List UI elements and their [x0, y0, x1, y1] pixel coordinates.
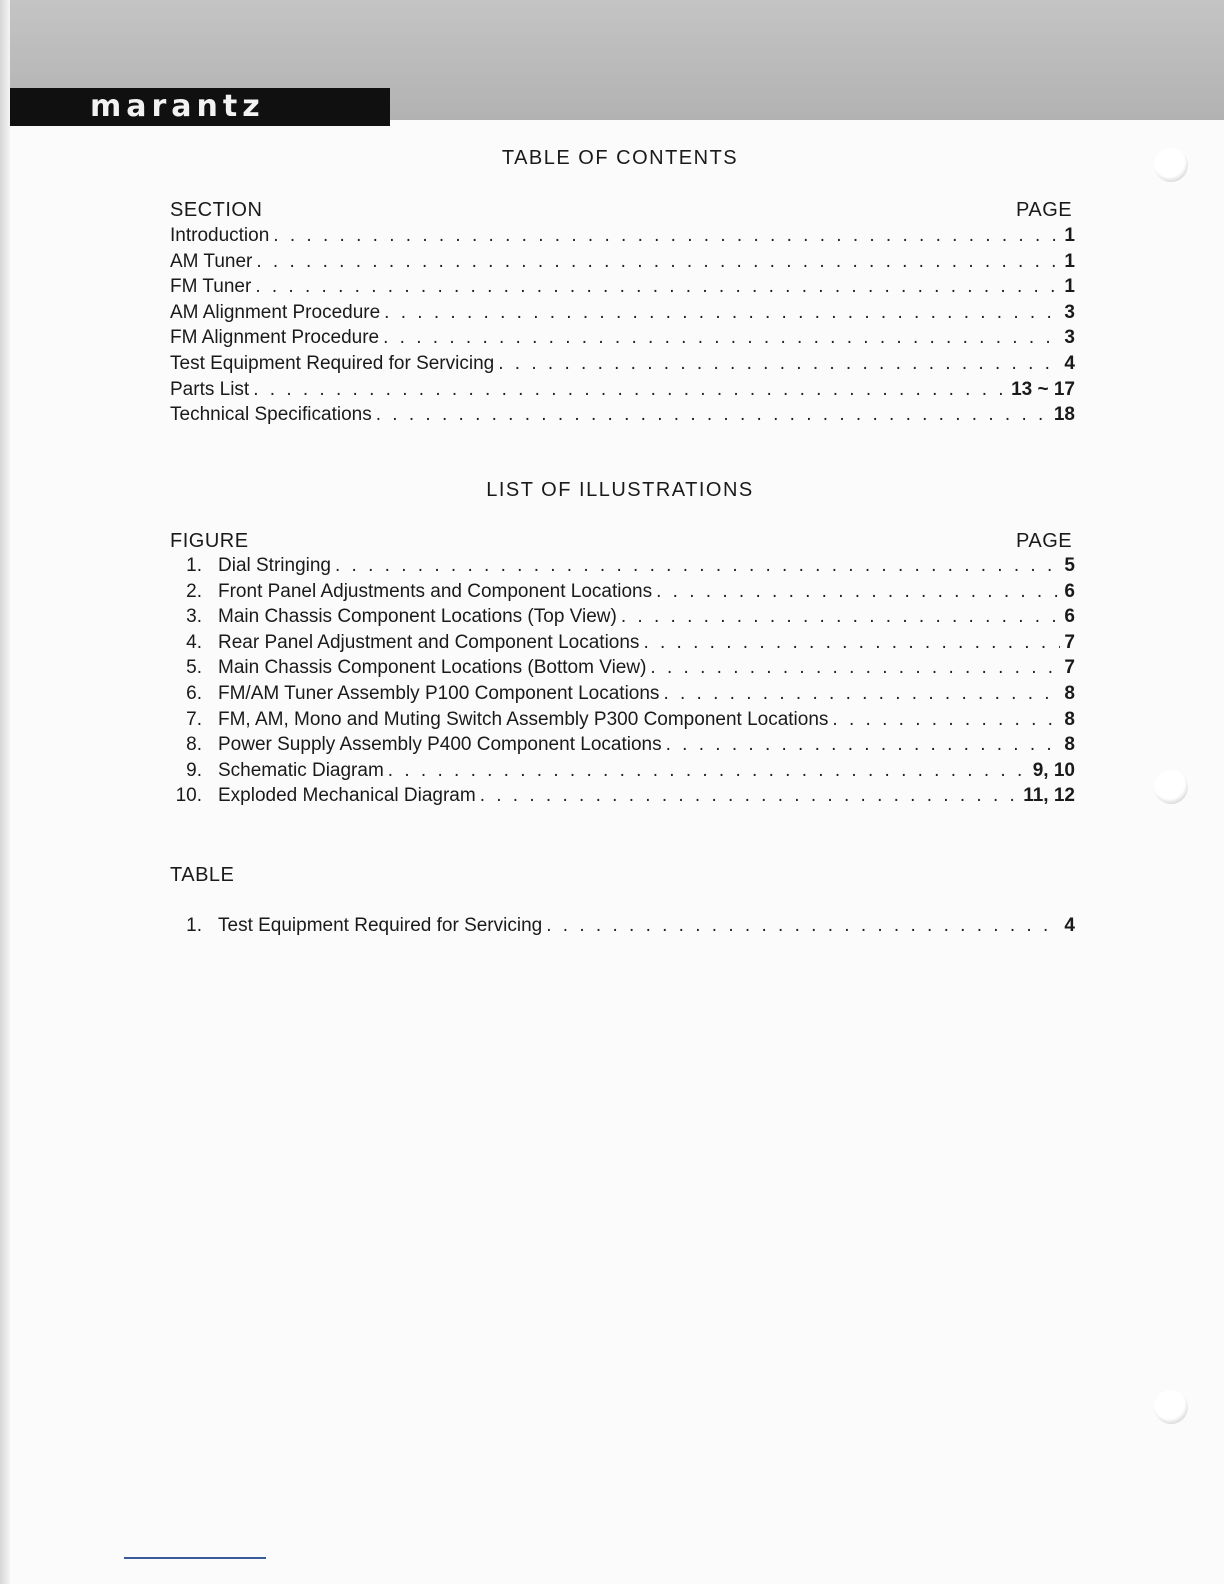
table-label-text: Test Equipment Required for Servicing — [218, 915, 543, 936]
table-page: 4 — [1064, 915, 1075, 936]
leader-dots — [498, 352, 1060, 376]
figure-label-text: Power Supply Assembly P400 Component Locations — [218, 734, 662, 756]
leader-dots — [255, 275, 1060, 299]
figure-entry[interactable] — [170, 554, 1075, 580]
toc-entry-label: Technical Specifications — [170, 404, 372, 426]
toc-entry[interactable] — [170, 224, 1075, 250]
brand-logo: marantz — [90, 89, 265, 124]
toc-entry-page: 1 — [1064, 276, 1075, 298]
illustrations-page-label: PAGE — [1016, 530, 1073, 552]
toc-entry-label: FM Alignment Procedure — [170, 327, 380, 349]
toc-entry-label: Parts List — [170, 378, 250, 400]
toc-entry-label: AM Alignment Procedure — [170, 301, 381, 323]
leader-dots — [666, 733, 1061, 757]
toc-entry[interactable] — [170, 352, 1075, 378]
figure-label-text: Rear Panel Adjustment and Component Locations — [218, 631, 640, 653]
figure-label-text: Schematic Diagram — [218, 759, 384, 781]
brand-logo-bar — [10, 88, 390, 126]
figure-number: 10. — [175, 785, 202, 807]
figure-number: 8. — [186, 734, 202, 756]
binder-hole-bottom — [1154, 1390, 1188, 1424]
table-entry[interactable] — [170, 914, 1075, 940]
figure-entry[interactable] — [170, 656, 1075, 682]
figure-page: 6 — [1064, 580, 1075, 602]
figure-label-text: Main Chassis Component Locations (Top View) — [218, 606, 617, 628]
figure-page: 7 — [1064, 657, 1075, 679]
leader-dots — [832, 708, 1060, 732]
leader-dots — [656, 580, 1060, 604]
table-section-label: TABLE — [170, 864, 235, 886]
toc-entry-page: 13 ~ 17 — [1011, 378, 1075, 400]
toc-entry-page: 4 — [1064, 352, 1075, 374]
figure-number: 3. — [186, 606, 202, 628]
toc-page-label: PAGE — [1016, 199, 1073, 221]
illustrations-title: LIST OF ILLUSTRATIONS — [486, 479, 754, 501]
figure-number: 1. — [186, 555, 202, 576]
leader-dots — [546, 914, 1060, 938]
figure-number: 9. — [186, 759, 202, 781]
figure-page: 9, 10 — [1032, 759, 1075, 781]
toc-entry[interactable] — [170, 326, 1075, 352]
toc-entry-label: Introduction — [170, 225, 270, 246]
figure-label-text: Exploded Mechanical Diagram — [218, 785, 476, 807]
page-edge-shadow — [0, 0, 10, 1584]
toc-entry[interactable] — [170, 275, 1075, 301]
leader-dots — [388, 759, 1029, 783]
leader-dots — [335, 554, 1060, 578]
figure-number: 7. — [186, 708, 202, 730]
toc-entry[interactable] — [170, 250, 1075, 276]
figure-label: FIGURE — [170, 530, 249, 552]
figure-page: 5 — [1064, 555, 1075, 576]
figure-entry[interactable] — [170, 708, 1075, 734]
toc-section-label: SECTION — [170, 199, 263, 221]
figure-page: 8 — [1064, 682, 1075, 704]
leader-dots — [253, 378, 1007, 402]
toc-entry[interactable] — [170, 403, 1075, 429]
toc-entry-label: Test Equipment Required for Servicing — [170, 352, 495, 374]
figure-entry[interactable] — [170, 580, 1075, 606]
figure-page: 11, 12 — [1023, 785, 1075, 807]
figure-label-text: FM/AM Tuner Assembly P100 Component Locations — [218, 682, 660, 704]
figure-number: 6. — [186, 682, 202, 704]
figure-entry[interactable] — [170, 759, 1075, 785]
figure-page: 8 — [1064, 708, 1075, 730]
toc-title: TABLE OF CONTENTS — [501, 147, 739, 169]
binder-hole-middle — [1154, 770, 1188, 804]
figure-entry[interactable] — [170, 784, 1075, 810]
figure-number: 2. — [186, 580, 202, 602]
figure-page: 6 — [1064, 606, 1075, 628]
leader-dots — [273, 224, 1060, 248]
figure-label-text: Dial Stringing — [218, 555, 331, 576]
illustrations-list — [170, 554, 1075, 810]
figure-number: 4. — [186, 631, 202, 653]
figure-page: 7 — [1064, 631, 1075, 653]
toc-entry-label: FM Tuner — [170, 276, 252, 298]
toc-entry-page: 1 — [1064, 225, 1075, 246]
figure-number: 5. — [186, 657, 202, 679]
figure-page: 8 — [1064, 734, 1075, 756]
figure-label-text: Front Panel Adjustments and Component Locations — [218, 580, 653, 602]
figure-entry[interactable] — [170, 733, 1075, 759]
figure-label-text: Main Chassis Component Locations (Bottom View) — [218, 657, 647, 679]
figure-entry[interactable] — [170, 631, 1075, 657]
leader-dots — [480, 784, 1020, 808]
leader-dots — [256, 250, 1060, 274]
toc-entry[interactable] — [170, 301, 1075, 327]
table-number: 1. — [186, 915, 202, 936]
leader-dots — [621, 605, 1061, 629]
figure-entry[interactable] — [170, 605, 1075, 631]
tables-list — [170, 914, 1075, 940]
toc-entry-label: AM Tuner — [170, 250, 253, 272]
leader-dots — [376, 403, 1050, 427]
toc-entry-page: 18 — [1053, 404, 1075, 426]
scan-edge-mark — [124, 1557, 266, 1559]
leader-dots — [663, 682, 1060, 706]
toc-entry-page: 3 — [1064, 327, 1075, 349]
toc-list — [170, 224, 1075, 429]
toc-entry[interactable] — [170, 378, 1075, 404]
toc-entry-page: 1 — [1064, 250, 1075, 272]
leader-dots — [383, 326, 1060, 350]
leader-dots — [643, 631, 1060, 655]
toc-entry-page: 3 — [1064, 301, 1075, 323]
figure-label-text: FM, AM, Mono and Muting Switch Assembly P300 Component Locations — [218, 708, 829, 730]
leader-dots — [384, 301, 1060, 325]
figure-entry[interactable] — [170, 682, 1075, 708]
leader-dots — [650, 656, 1060, 680]
